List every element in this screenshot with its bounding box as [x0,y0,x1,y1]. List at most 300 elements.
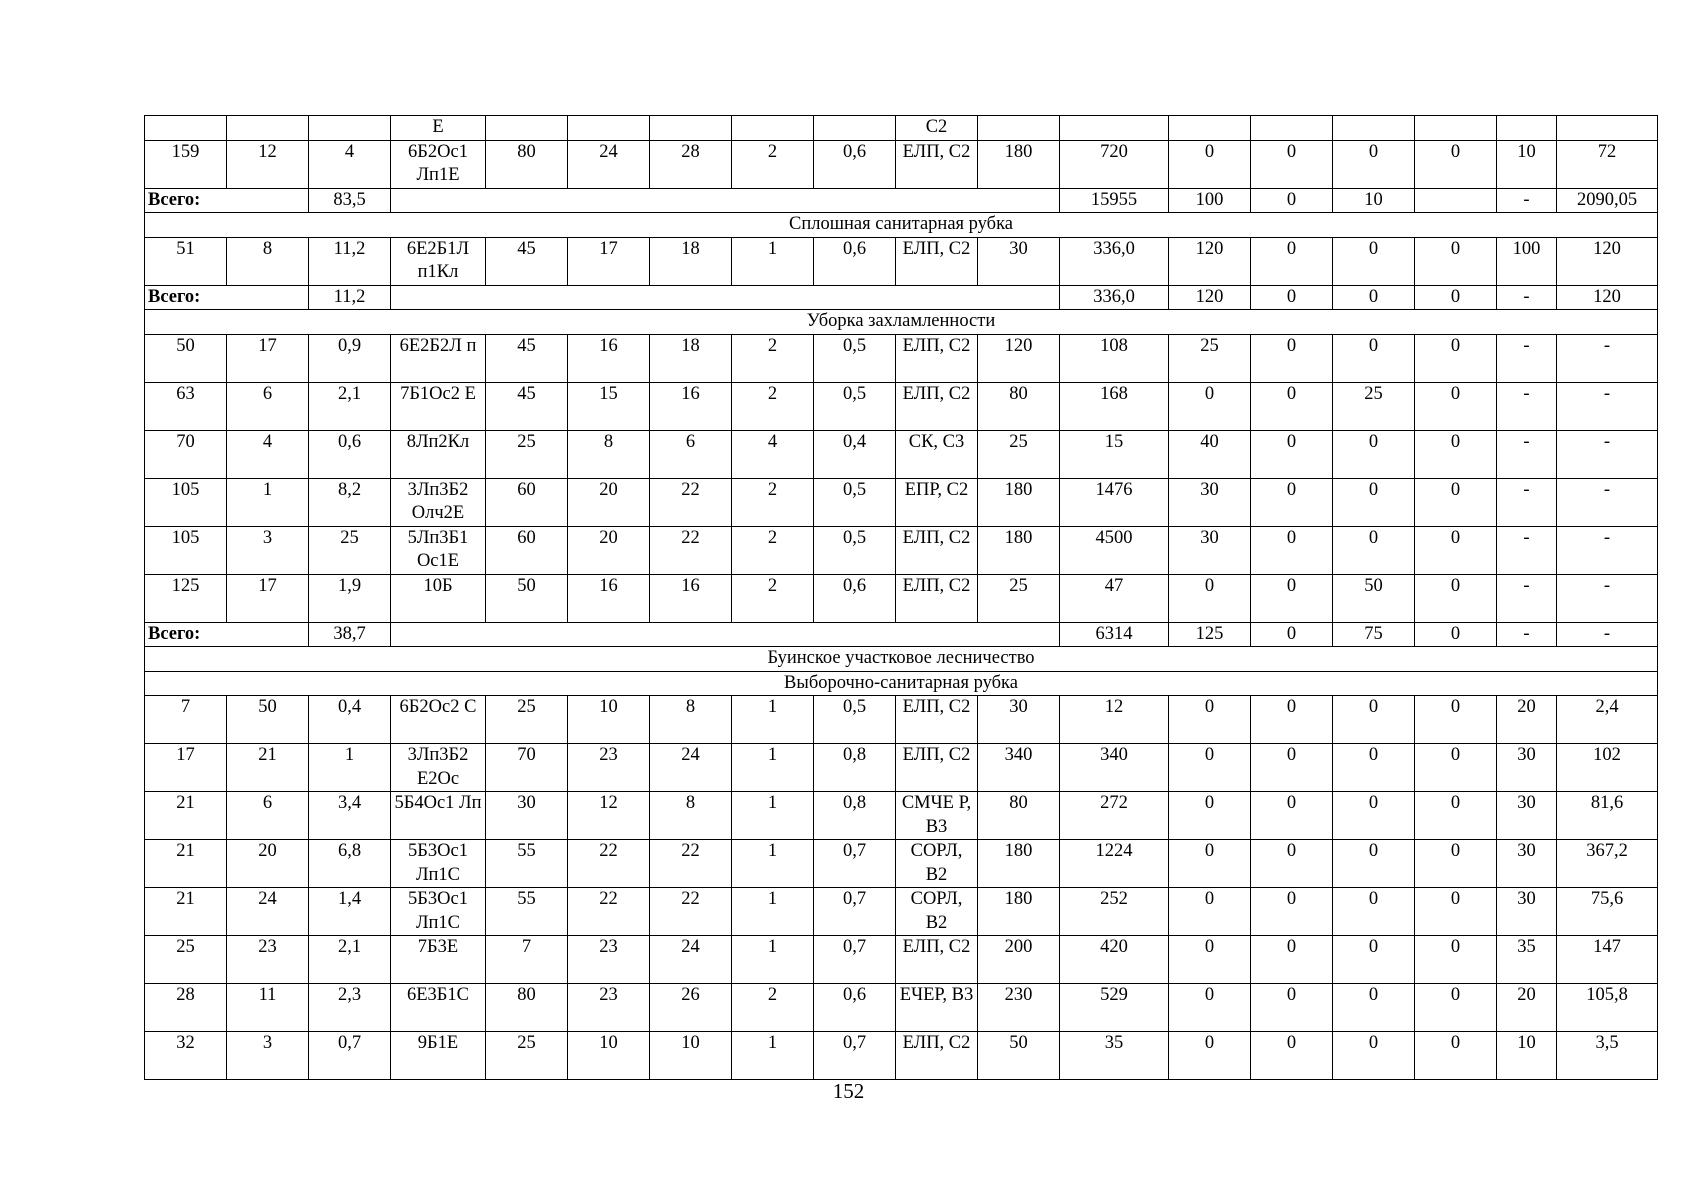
table-cell: 2 [732,984,814,1032]
table-cell: 10 [568,696,650,744]
table-cell: 0,4 [309,696,391,744]
table-cell: 16 [650,574,732,622]
table-cell: 147 [1557,936,1658,984]
table-cell: 60 [486,478,568,526]
table-cell: 4 [227,430,309,478]
table-cell: 22 [568,888,650,936]
table-cell: 0 [1251,792,1333,840]
table-cell: 1224 [1060,840,1169,888]
table-cell: 18 [650,237,732,285]
table-cell: 25 [486,696,568,744]
table-cell [227,116,309,141]
table-cell: 529 [1060,984,1169,1032]
table-cell: 10 [568,1032,650,1080]
table-cell: 0 [1251,526,1333,574]
table-cell: 25 [486,430,568,478]
total-cell: 0 [1251,188,1333,213]
table-cell: 180 [978,840,1060,888]
table-cell: 47 [1060,574,1169,622]
table-cell: 0,5 [814,334,896,382]
table-cell: 0 [1415,936,1497,984]
section-header-row [145,671,1658,696]
table-cell: 0 [1169,140,1251,188]
table-cell: Е [391,116,486,141]
table-cell: 1 [732,1032,814,1080]
table-cell: 30 [1497,888,1557,936]
table-cell: 20 [568,478,650,526]
table-cell: 0 [1415,984,1497,1032]
table-cell: 2,4 [1557,696,1658,744]
table-cell [1169,116,1251,141]
table-cell: 0 [1169,792,1251,840]
table-cell: 0 [1251,382,1333,430]
table-cell: 25 [309,526,391,574]
total-cell: 100 [1169,188,1251,213]
table-cell: 0 [1333,888,1415,936]
table-cell: 24 [568,140,650,188]
table-cell: 30 [978,696,1060,744]
table-cell: 336,0 [1060,237,1169,285]
table-cell: 125 [145,574,227,622]
table-cell: 55 [486,888,568,936]
table-cell: 420 [1060,936,1169,984]
table-cell: 0 [1251,237,1333,285]
table-cell: 0 [1251,744,1333,792]
table-cell: 22 [650,526,732,574]
table-row [145,478,1658,526]
table-cell: 11,2 [309,237,391,285]
table-cell: 8 [227,237,309,285]
table-cell [1060,116,1169,141]
table-cell: - [1557,478,1658,526]
table-cell: 21 [145,792,227,840]
table-cell: 7Б1Ос2 Е [391,382,486,430]
table-cell: 6Б2Ос2 С [391,696,486,744]
table-cell: 0 [1415,526,1497,574]
table-cell: 30 [1497,744,1557,792]
table-cell: 45 [486,334,568,382]
table-cell: ЕЛП, С2 [896,526,978,574]
table-cell: 180 [978,478,1060,526]
total-area: 83,5 [309,188,391,213]
total-cell: 0 [1251,285,1333,310]
table-cell: 9Б1Е [391,1032,486,1080]
table-cell: 17 [145,744,227,792]
table-cell: 0,5 [814,696,896,744]
table-cell [486,116,568,141]
table-cell: 16 [568,334,650,382]
table-cell: 1 [732,840,814,888]
table-cell: 0 [1333,237,1415,285]
total-area: 38,7 [309,622,391,647]
table-cell: 1 [732,237,814,285]
table-cell: 80 [978,792,1060,840]
table-cell [1333,116,1415,141]
table-cell: 200 [978,936,1060,984]
table-row [145,334,1658,382]
table-cell: 21 [145,888,227,936]
table-cell: 0 [1415,1032,1497,1080]
table-cell: 0 [1333,1032,1415,1080]
total-cell: 75 [1333,622,1415,647]
table-cell: 50 [227,696,309,744]
table-cell [814,116,896,141]
table-cell: 0 [1333,936,1415,984]
table-cell: 3Лп3Б2 Е2Ос [391,744,486,792]
total-row [145,285,1658,310]
table-cell: 0 [1415,574,1497,622]
table-cell: 23 [227,936,309,984]
table-cell: 30 [1497,840,1557,888]
table-cell: 25 [978,574,1060,622]
table-cell: 28 [650,140,732,188]
table-cell: - [1497,526,1557,574]
table-cell: 720 [1060,140,1169,188]
table-cell: 0 [1415,334,1497,382]
table-cell: 50 [1333,574,1415,622]
table-cell: 3Лп3Б2 Олч2Е [391,478,486,526]
total-cell: 6314 [1060,622,1169,647]
table-cell: 0 [1251,984,1333,1032]
table-cell: СОРЛ, В2 [896,840,978,888]
table-cell: 6 [650,430,732,478]
table-cell: 8 [650,696,732,744]
table-cell [732,116,814,141]
table-cell: 25 [1333,382,1415,430]
table-cell: 0 [1333,792,1415,840]
table-cell: 0,9 [309,334,391,382]
table-row [145,1032,1658,1080]
table-cell: 0 [1333,526,1415,574]
table-cell: 0 [1169,840,1251,888]
table-cell: 1,4 [309,888,391,936]
total-label: Всего: [145,622,309,647]
table-cell: 367,2 [1557,840,1658,888]
table-row [145,430,1658,478]
table-cell: ЕЛП, С2 [896,334,978,382]
section-title: Буинское участковое лесничество [145,647,1658,672]
total-cell: 120 [1169,285,1251,310]
table-cell: ЕЛП, С2 [896,237,978,285]
table-cell [650,116,732,141]
table-cell: 0 [1333,840,1415,888]
table-cell: 230 [978,984,1060,1032]
total-cell: 0 [1415,285,1497,310]
table-cell: 70 [145,430,227,478]
table-cell: СОРЛ, В2 [896,888,978,936]
table-row [145,984,1658,1032]
table-cell: 26 [650,984,732,1032]
table-cell: 0 [1169,1032,1251,1080]
table-cell: 40 [1169,430,1251,478]
table-cell: 70 [486,744,568,792]
table-cell [1557,116,1658,141]
table-cell: 108 [1060,334,1169,382]
table-cell: 50 [145,334,227,382]
table-cell: 23 [568,984,650,1032]
table-cell: 20 [1497,984,1557,1032]
total-label: Всего: [145,188,309,213]
table-row [145,574,1658,622]
table-cell: 0 [1333,478,1415,526]
table-cell: 0,6 [814,574,896,622]
table-cell: 1476 [1060,478,1169,526]
table-cell: 35 [1060,1032,1169,1080]
table-cell: 30 [1169,526,1251,574]
table-cell: 45 [486,237,568,285]
table-cell: 6Б2Ос1 Лп1Е [391,140,486,188]
table-cell: 180 [978,888,1060,936]
table-cell: - [1557,430,1658,478]
table-cell: 0 [1333,744,1415,792]
table-cell: 0 [1251,334,1333,382]
table-cell: 11 [227,984,309,1032]
table-cell: 12 [1060,696,1169,744]
table-row [145,382,1658,430]
total-cell [1415,188,1497,213]
total-cell: 125 [1169,622,1251,647]
table-cell: 72 [1557,140,1658,188]
table-cell: 23 [568,744,650,792]
table-cell: 15 [568,382,650,430]
table-row [145,696,1658,744]
table-cell: 0 [1333,334,1415,382]
table-cell: 12 [568,792,650,840]
table-cell: 50 [978,1032,1060,1080]
table-cell: ЕЛП, С2 [896,574,978,622]
table-cell: 17 [568,237,650,285]
total-cell: 336,0 [1060,285,1169,310]
table-cell: 272 [1060,792,1169,840]
table-cell: 1 [732,936,814,984]
table-cell: 3,5 [1557,1032,1658,1080]
forest-table [144,115,1658,1080]
table-cell: ЕПР, С2 [896,478,978,526]
table-cell: 35 [1497,936,1557,984]
table-cell: 2,3 [309,984,391,1032]
table-cell: 30 [1169,478,1251,526]
table-cell: 0 [1415,888,1497,936]
table-cell: 1 [732,744,814,792]
table-cell: 0 [1251,1032,1333,1080]
page-number: 152 [832,1079,865,1103]
table-cell: 55 [486,840,568,888]
total-label: Всего: [145,285,309,310]
table-cell: 8 [650,792,732,840]
table-cell: 16 [568,574,650,622]
table-row [145,840,1658,888]
table-cell: 2,1 [309,382,391,430]
table-cell: 0 [1169,696,1251,744]
table-cell: 2 [732,574,814,622]
total-area: 11,2 [309,285,391,310]
table-cell: 8 [568,430,650,478]
table-cell: 0 [1251,140,1333,188]
table-cell: 340 [1060,744,1169,792]
table-cell: 0,4 [814,430,896,478]
table-cell: 25 [486,1032,568,1080]
table-cell [1497,116,1557,141]
table-cell: 10Б [391,574,486,622]
table-cell: 30 [1497,792,1557,840]
total-cell: - [1497,622,1557,647]
table-cell: 75,6 [1557,888,1658,936]
table-cell: 17 [227,334,309,382]
table-cell: 0 [1415,744,1497,792]
section-title: Выборочно-санитарная рубка [145,671,1658,696]
table-cell: С2 [896,116,978,141]
total-cell: 15955 [1060,188,1169,213]
table-cell: 10 [1497,1032,1557,1080]
table-cell: 168 [1060,382,1169,430]
table-cell: 80 [978,382,1060,430]
table-cell: СМЧЕ Р, В3 [896,792,978,840]
table-row [145,237,1658,285]
section-header-row [145,647,1658,672]
table-cell: 0,6 [814,140,896,188]
table-cell: 2 [732,526,814,574]
table-cell: 30 [486,792,568,840]
table-cell: 0,5 [814,526,896,574]
table-cell: 2 [732,140,814,188]
total-cell: 0 [1251,622,1333,647]
table-cell: ЕЛП, С2 [896,936,978,984]
table-cell [145,116,227,141]
table-cell: - [1557,382,1658,430]
table-cell: 180 [978,526,1060,574]
table-cell: 24 [227,888,309,936]
table-cell: 2,1 [309,936,391,984]
total-cell: 120 [1557,285,1658,310]
table-cell: 30 [978,237,1060,285]
table-cell: 20 [1497,696,1557,744]
table-cell: 100 [1497,237,1557,285]
table-row [145,526,1658,574]
table-cell: 8,2 [309,478,391,526]
table-cell: 7Б3Е [391,936,486,984]
table-cell: ЕЛП, С2 [896,382,978,430]
table-cell [978,116,1060,141]
total-cell: 0 [1333,285,1415,310]
table-cell: 1 [732,792,814,840]
table-cell: 18 [650,334,732,382]
table-cell: 0 [1251,478,1333,526]
table-cell: 24 [650,744,732,792]
table-cell: 24 [650,936,732,984]
table-cell: 4 [732,430,814,478]
table-cell: 0 [1415,237,1497,285]
table-cell: 21 [145,840,227,888]
table-cell: 5Б3Ос1 Лп1С [391,840,486,888]
section-title: Уборка захламленности [145,310,1658,335]
table-cell: 0 [1251,888,1333,936]
table-cell: 80 [486,140,568,188]
table-cell: 12 [227,140,309,188]
table-cell: 0 [1333,430,1415,478]
table-cell: 0 [1333,140,1415,188]
table-row [145,792,1658,840]
total-row [145,622,1658,647]
table-cell: 0 [1169,984,1251,1032]
table-cell: 4 [309,140,391,188]
table-cell: 20 [227,840,309,888]
table-cell: 0 [1169,744,1251,792]
table-cell: 252 [1060,888,1169,936]
table-cell: ЕЛП, С2 [896,744,978,792]
table-cell: 180 [978,140,1060,188]
table-cell: 340 [978,744,1060,792]
total-cell: - [1497,188,1557,213]
table-cell: 4500 [1060,526,1169,574]
table-cell: ЕЧЕР, В3 [896,984,978,1032]
table-cell: 6 [227,792,309,840]
table-cell: 17 [227,574,309,622]
total-cell: 0 [1415,622,1497,647]
table-cell: 81,6 [1557,792,1658,840]
table-row [145,744,1658,792]
table-cell: СК, С3 [896,430,978,478]
table-cell: 25 [1169,334,1251,382]
table-cell: 23 [568,936,650,984]
table-row [145,936,1658,984]
table-cell: 0,7 [814,936,896,984]
table-cell: 80 [486,984,568,1032]
total-row [145,188,1658,213]
table-cell: 45 [486,382,568,430]
table-cell: 2 [732,334,814,382]
total-blank [391,622,1060,647]
total-cell: - [1557,622,1658,647]
table-cell: 0 [1415,382,1497,430]
table-cell: - [1557,334,1658,382]
table-cell: 0 [1251,936,1333,984]
table-cell: 0,6 [309,430,391,478]
table-cell [1251,116,1333,141]
total-cell: - [1497,285,1557,310]
table-cell: 1 [227,478,309,526]
table-cell: 0,6 [814,984,896,1032]
table-cell: 2 [732,478,814,526]
table-cell: 5Б3Ос1 Лп1С [391,888,486,936]
table-cell: 0 [1169,936,1251,984]
table-cell: - [1497,430,1557,478]
table-cell: 0 [1415,430,1497,478]
total-blank [391,285,1060,310]
table-cell: 5Лп3Б1 Ос1Е [391,526,486,574]
table-cell: 6Е2Б2Л п [391,334,486,382]
table-cell: - [1497,574,1557,622]
table-cell: 8Лп2Кл [391,430,486,478]
table-cell: 22 [650,478,732,526]
table-cell: - [1497,334,1557,382]
table-cell: 6 [227,382,309,430]
table-cell: 0,7 [814,840,896,888]
table-cell: 63 [145,382,227,430]
total-cell: 10 [1333,188,1415,213]
section-header-row [145,213,1658,238]
table-cell: 0,8 [814,792,896,840]
table-cell: 0 [1251,840,1333,888]
table-cell: 1 [732,888,814,936]
table-cell: 0 [1415,478,1497,526]
table-cell: 0,7 [814,1032,896,1080]
total-blank [391,188,1060,213]
table-cell: 0,5 [814,382,896,430]
table-cell: 0 [1251,574,1333,622]
table-cell: 105 [145,478,227,526]
table-cell: 120 [1169,237,1251,285]
section-title: Сплошная санитарная рубка [145,213,1658,238]
